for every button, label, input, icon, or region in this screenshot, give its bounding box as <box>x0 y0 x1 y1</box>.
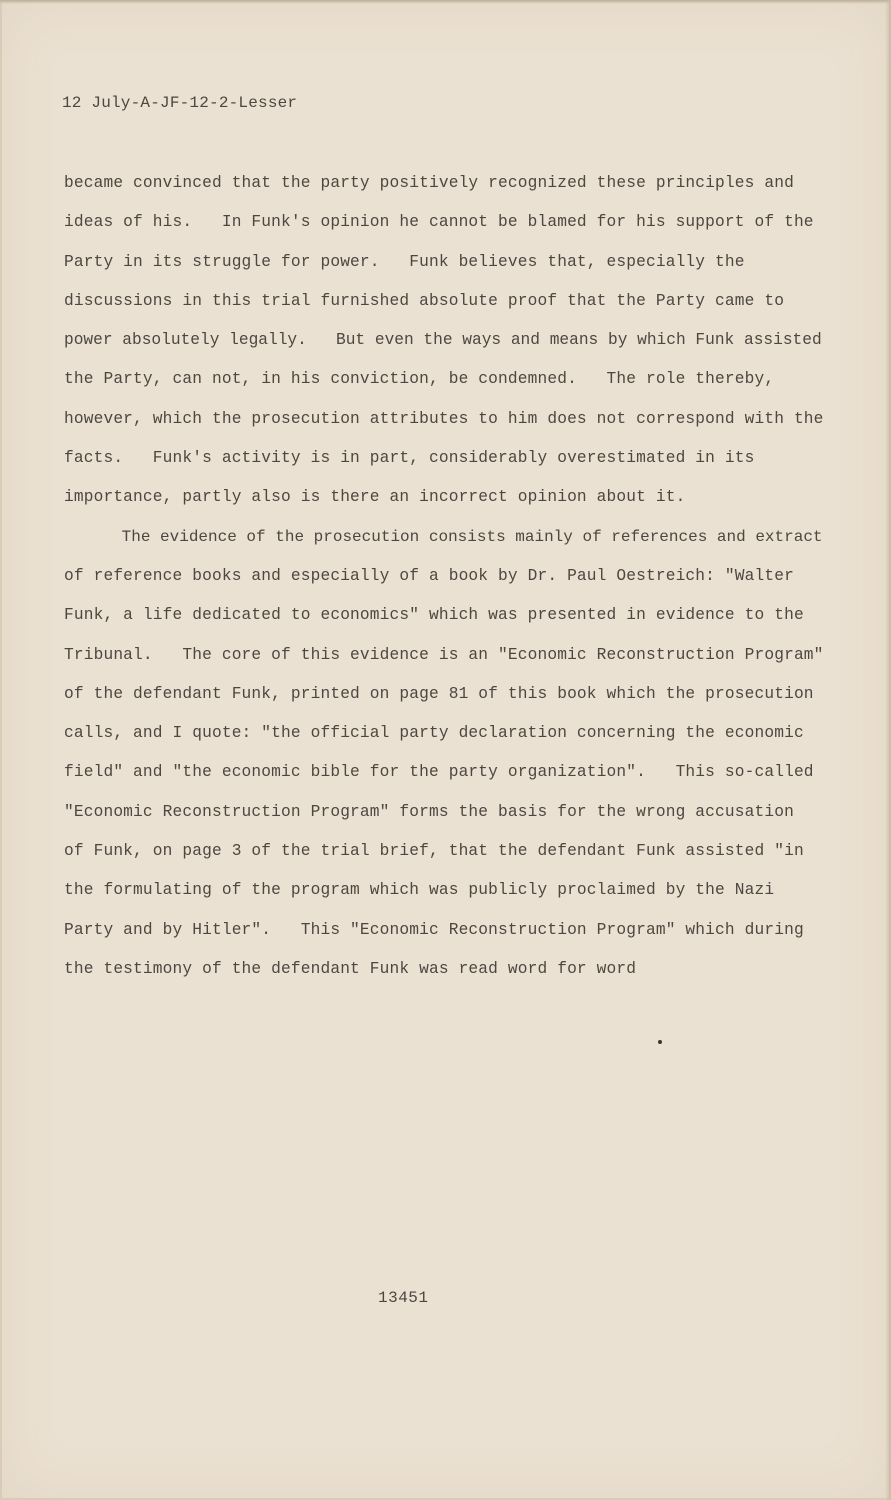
text-line: ideas of his. In Funk's opinion he cannot be blamed for his support of the <box>64 213 814 232</box>
text-line: of reference books and especially of a book by Dr. Paul Oestreich: "Walter <box>64 566 794 585</box>
text-line: became convinced that the party positively recognized these principles and <box>64 174 794 192</box>
text-line: the Party, can not, in his conviction, be condemned. The role thereby, <box>64 370 775 389</box>
ink-speck <box>658 1040 662 1044</box>
text-line: importance, partly also is there an incorrect opinion about it. <box>64 488 686 507</box>
page-number: 13451 <box>378 1289 429 1307</box>
text-line: facts. Funk's activity is in part, considerably overestimated in its <box>64 449 755 468</box>
text-line: Party in its struggle for power. Funk believes that, especially the <box>64 252 745 271</box>
text-line: discussions in this trial furnished absolute proof that the Party came to <box>64 291 785 310</box>
text-line: "Economic Reconstruction Program" forms the basis for the wrong accusation <box>64 802 794 821</box>
text-line: Funk, a life dedicated to economics" which was presented in evidence to the <box>64 606 804 625</box>
text-line: field" and "the economic bible for the party organization". This so-called <box>64 763 814 782</box>
text-line: of Funk, on page 3 of the trial brief, that the defendant Funk assisted "in <box>64 842 804 861</box>
page-header: 12 July-A-JF-12-2-Lesser <box>62 94 298 112</box>
text-line: calls, and I quote: "the official party declaration concerning the economic <box>64 724 804 743</box>
text-line: power absolutely legally. But even the ways and means by which Funk assisted <box>64 331 822 350</box>
text-line: of the defendant Funk, printed on page 81 of this book which the prosecution <box>64 684 814 703</box>
body-text <box>64 169 824 994</box>
text-line: however, which the prosecution attributes to him does not correspond with the <box>64 409 824 428</box>
text-line: the testimony of the defendant Funk was read word for word <box>64 959 637 978</box>
text-line: Party and by Hitler". This "Economic Reconstruction Program" which during <box>64 920 804 939</box>
text-line: Tribunal. The core of this evidence is an "Economic Reconstruction Program" <box>64 645 824 664</box>
text-line: The evidence of the prosecution consists mainly of references and extract <box>64 527 823 546</box>
text-line: the formulating of the program which was publicly proclaimed by the Nazi <box>64 881 775 900</box>
